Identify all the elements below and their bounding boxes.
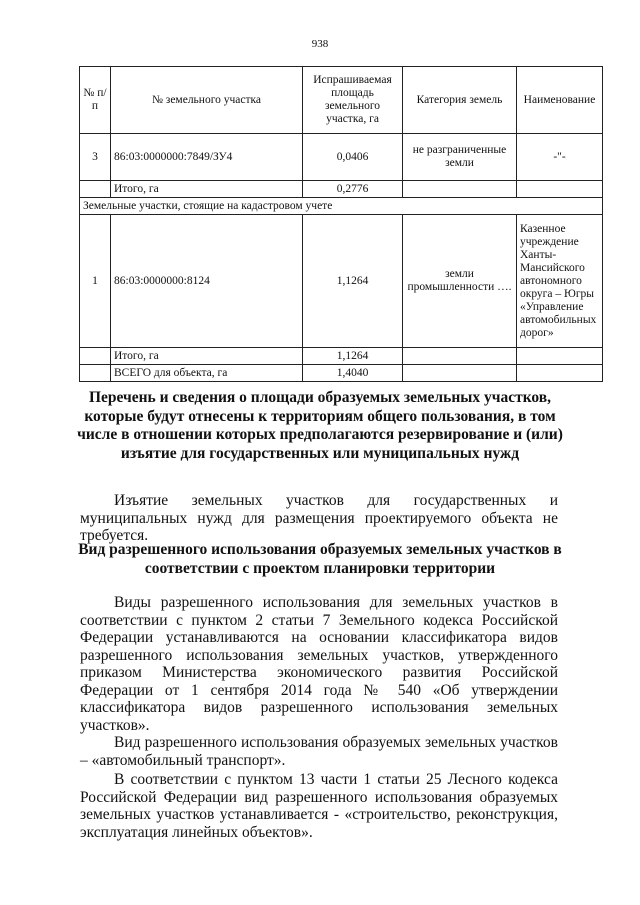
section-heading-2: Вид разрешенного использования образуемых земельных участков в соответствии с проектом планировки территории — [78, 541, 562, 577]
total-row — [80, 365, 603, 382]
paragraph-text: Изъятие земельных участков для государственных и муниципальных нужд для размещения проектируемого объекта не требуется. — [80, 492, 558, 544]
page-number: 938 — [311, 38, 329, 50]
subtotal-area: 1,1264 — [303, 348, 403, 365]
cell-num: 1 — [80, 215, 111, 348]
subtotal-label: Итого, га — [111, 181, 303, 198]
table-row — [80, 215, 603, 348]
cell-category: земли промышленности …. — [403, 215, 517, 348]
cell-parcel: 86:03:0000000:7849/ЗУ4 — [111, 134, 303, 181]
table-header-row — [80, 67, 603, 134]
subtotal-row — [80, 348, 603, 365]
header-area: Испрашиваемая площадь земельного участка, га — [303, 67, 403, 134]
land-parcels-table — [79, 66, 603, 382]
header-parcel: № земельного участка — [111, 67, 303, 134]
body-paragraphs — [80, 594, 558, 841]
cell-num: 3 — [80, 134, 111, 181]
paragraph-2: Виды разрешенного использования для земельных участков в соответствии с пунктом 2 статьи 7 Земельного кодекса Российской Федерации устанавливаются на основании классификатора видов разрешенного использования земельных участков, утвержденного приказом Министерства экономического развития Российской Федерации от 1 сентября 2014 года № 540 «Об утверждении классификатора видов разрешенного использования земельных участков». — [80, 594, 558, 734]
paragraph-1 — [80, 492, 558, 545]
section-heading-1: Перечень и сведения о площади образуемых земельных участков, которые будут отнесены к территориям общего пользования, в том числе в отношении которых предполагаются резервирование и (или) изъятие для государственных или муниципальных нужд — [77, 389, 563, 462]
cell-area: 0,0406 — [303, 134, 403, 181]
cell-name: Казенное учреждение Ханты-Мансийского автономного округа – Югры «Управление автомобильных дорог» — [517, 215, 603, 348]
section-title: Земельные участки, стоящие на кадастровом учете — [80, 198, 603, 215]
subtotal-row — [80, 181, 603, 198]
header-name: Наименование — [517, 67, 603, 134]
cell-category: не разграниченные земли — [403, 134, 517, 181]
cell-area: 1,1264 — [303, 215, 403, 348]
cell-name: -"- — [517, 134, 603, 181]
section-row — [80, 198, 603, 215]
total-label: ВСЕГО для объекта, га — [111, 365, 303, 382]
header-num: № п/п — [80, 67, 111, 134]
total-area: 1,4040 — [303, 365, 403, 382]
table-row — [80, 134, 603, 181]
header-category: Категория земель — [403, 67, 517, 134]
subtotal-area: 0,2776 — [303, 181, 403, 198]
paragraph-3: Вид разрешенного использования образуемых земельных участков – «автомобильный транспорт». — [80, 734, 558, 769]
cell-parcel: 86:03:0000000:8124 — [111, 215, 303, 348]
subtotal-label: Итого, га — [111, 348, 303, 365]
paragraph-4: В соответствии с пунктом 13 части 1 статьи 25 Лесного кодекса Российской Федерации вид разрешенного использования образуемых земельных участков устанавливается - «строительство, реконструкция, эксплуатация линейных объектов». — [80, 771, 558, 841]
